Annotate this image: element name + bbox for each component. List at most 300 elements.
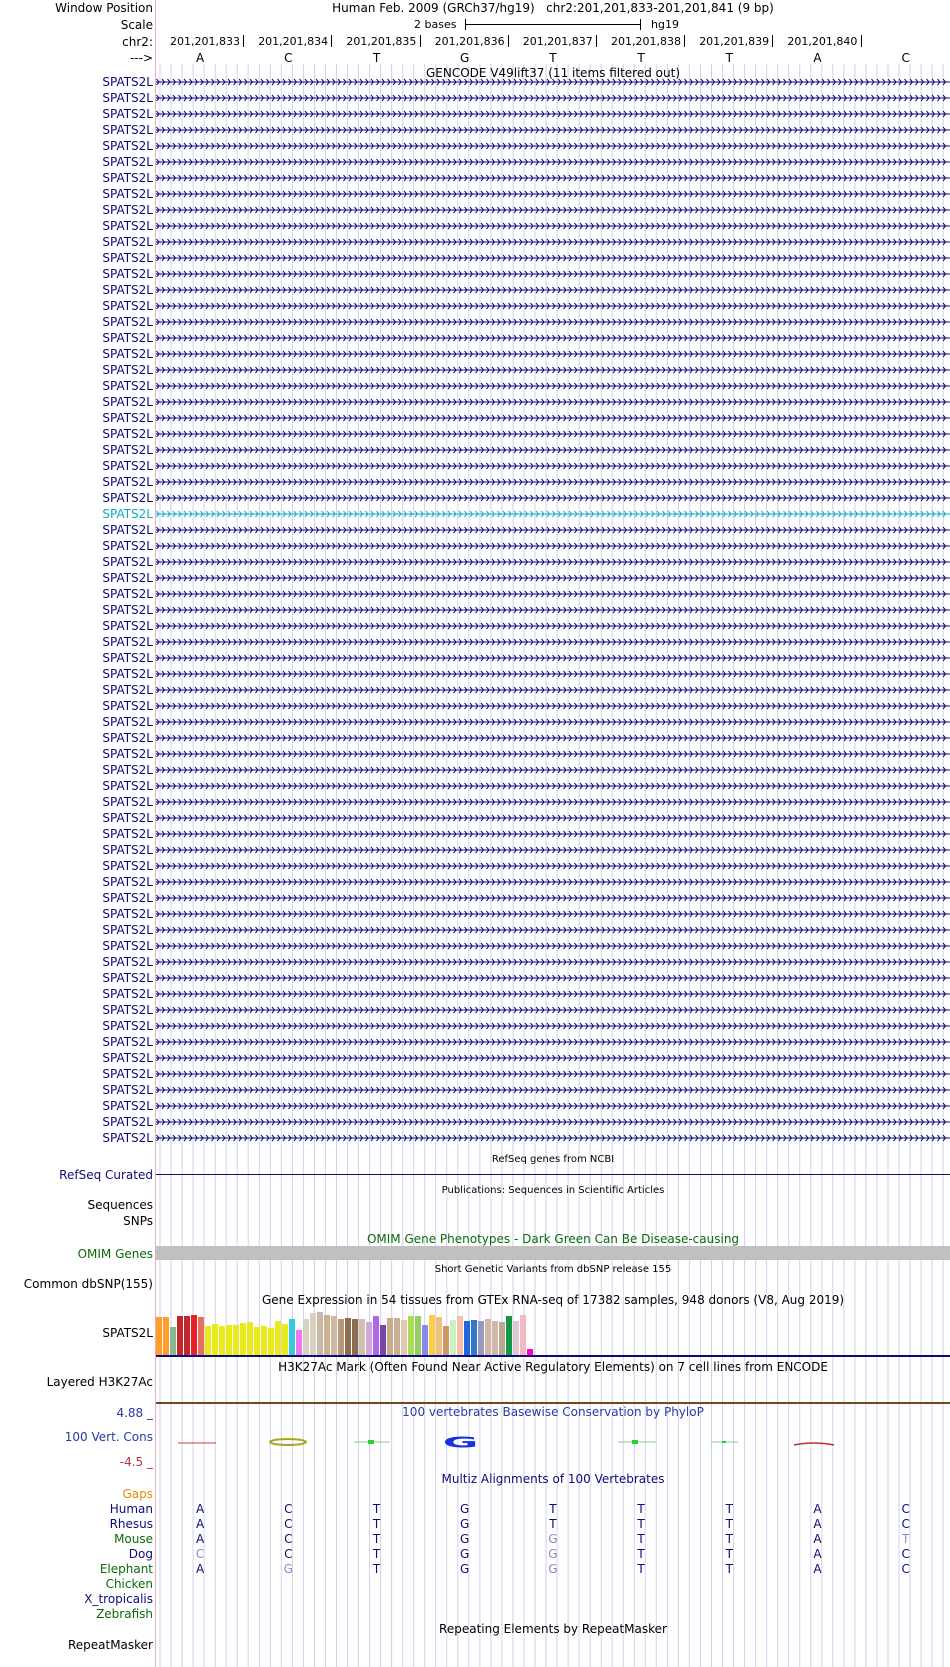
gtex-tissue-bar[interactable] — [191, 1315, 197, 1355]
multiz-base: A — [813, 1502, 822, 1516]
gencode-transcript-label[interactable]: SPATS2L — [102, 795, 153, 809]
gtex-tissue-bar[interactable] — [156, 1317, 162, 1355]
h3k27ac-track-label[interactable]: Layered H3K27Ac — [46, 1375, 153, 1389]
gencode-transcript-line[interactable] — [156, 205, 950, 215]
gencode-transcript-line[interactable] — [156, 1021, 950, 1031]
coordinate-label: 201,201,838 — [611, 35, 681, 48]
gtex-tissue-bar[interactable] — [366, 1322, 372, 1355]
gencode-transcript-label[interactable]: SPATS2L — [102, 171, 153, 185]
gencode-transcript-line[interactable] — [156, 333, 950, 343]
gencode-transcript-label[interactable]: SPATS2L — [102, 955, 153, 969]
gtex-tissue-bar[interactable] — [373, 1316, 379, 1355]
gencode-transcript-line[interactable] — [156, 749, 950, 759]
base-letter: T — [637, 51, 645, 65]
gtex-tissue-bar[interactable] — [205, 1326, 211, 1355]
multiz-base: G — [460, 1547, 470, 1561]
gencode-transcript-line[interactable] — [156, 925, 950, 935]
base-letter: T — [549, 51, 557, 65]
scale-label: Scale — [120, 18, 153, 32]
scale-db: hg19 — [651, 18, 679, 31]
gencode-transcript-line[interactable] — [156, 445, 950, 455]
phylop-mark-8 — [722, 1441, 726, 1443]
gtex-tissue-bar[interactable] — [352, 1319, 358, 1355]
gencode-transcript-label[interactable]: SPATS2L — [102, 107, 153, 121]
multiz-base: C — [284, 1502, 293, 1516]
gtex-tissue-bar[interactable] — [282, 1324, 288, 1355]
gencode-transcript-label[interactable]: SPATS2L — [102, 651, 153, 665]
gencode-transcript-line[interactable] — [156, 141, 950, 151]
gtex-tissue-bar[interactable] — [457, 1316, 463, 1355]
gencode-transcript-label[interactable]: SPATS2L — [102, 555, 153, 569]
gencode-transcript-label[interactable]: SPATS2L — [102, 75, 153, 89]
gtex-tissue-bar[interactable] — [331, 1316, 337, 1355]
gencode-transcript-label[interactable]: SPATS2L — [102, 91, 153, 105]
gencode-transcript-label[interactable]: SPATS2L — [102, 251, 153, 265]
gencode-transcript-label[interactable]: SPATS2L — [102, 1083, 153, 1097]
multiz-base: A — [813, 1547, 822, 1561]
multiz-track-title: Multiz Alignments of 100 Vertebrates — [441, 1472, 665, 1486]
multiz-base: T — [725, 1532, 733, 1546]
multiz-base: C — [284, 1517, 293, 1531]
gtex-tissue-bar[interactable] — [401, 1320, 407, 1355]
gencode-transcript-line[interactable] — [156, 669, 950, 679]
gencode-transcript-label[interactable]: SPATS2L — [102, 203, 153, 217]
gtex-tissue-bar[interactable] — [289, 1319, 295, 1355]
gencode-transcript-label[interactable]: SPATS2L — [102, 1115, 153, 1129]
gencode-transcript-label[interactable]: SPATS2L — [102, 491, 153, 505]
gencode-transcript-line[interactable] — [156, 845, 950, 855]
multiz-base: T — [725, 1562, 733, 1576]
gencode-transcript-label[interactable]: SPATS2L — [102, 155, 153, 169]
gtex-tissue-bar[interactable] — [338, 1319, 344, 1355]
gencode-transcript-line[interactable] — [156, 589, 950, 599]
gencode-transcript-label[interactable]: SPATS2L — [102, 699, 153, 713]
gtex-tissue-bar[interactable] — [233, 1325, 239, 1355]
base-letter: A — [813, 51, 822, 65]
publications-track-title: Publications: Sequences in Scientific Articles — [441, 1185, 665, 1196]
h3k27ac-track-title: H3K27Ac Mark (Often Found Near Active Regulatory Elements) on 7 cell lines from ENCODE — [278, 1360, 828, 1374]
multiz-base: G — [460, 1532, 470, 1546]
gencode-transcript-label[interactable]: SPATS2L — [102, 587, 153, 601]
gencode-transcript-label[interactable]: SPATS2L — [102, 683, 153, 697]
phylop-max-label: 4.88 _ — [116, 1406, 153, 1420]
gencode-transcript-line[interactable] — [156, 189, 950, 199]
gencode-transcript-label[interactable]: SPATS2L — [102, 507, 153, 521]
gtex-tissue-bar[interactable] — [478, 1321, 484, 1355]
multiz-base: T — [549, 1517, 557, 1531]
multiz-base: G — [460, 1517, 470, 1531]
gencode-transcript-line[interactable] — [156, 941, 950, 951]
gencode-transcript-label[interactable]: SPATS2L — [102, 811, 153, 825]
gencode-transcript-line[interactable] — [156, 861, 950, 871]
gencode-transcript-line[interactable] — [156, 109, 950, 119]
gencode-transcript-label[interactable]: SPATS2L — [102, 331, 153, 345]
gtex-tissue-bar[interactable] — [345, 1318, 351, 1355]
gtex-tissue-bar[interactable] — [520, 1315, 526, 1355]
gencode-transcript-label[interactable]: SPATS2L — [102, 299, 153, 313]
gencode-transcript-line[interactable] — [156, 621, 950, 631]
strand-label: ---> — [129, 51, 153, 65]
phylop-mark-9 — [794, 1443, 834, 1445]
chrom-label: chr2: — [122, 35, 153, 49]
coordinate-label: 201,201,833 — [170, 35, 240, 48]
multiz-base: C — [284, 1547, 293, 1561]
gencode-transcript-label[interactable]: SPATS2L — [102, 779, 153, 793]
gencode-transcript-label[interactable]: SPATS2L — [102, 379, 153, 393]
gencode-transcript-line[interactable] — [156, 365, 950, 375]
coordinate-tick — [508, 35, 509, 47]
gtex-tissue-bar[interactable] — [247, 1322, 253, 1355]
gencode-transcript-label[interactable]: SPATS2L — [102, 267, 153, 281]
refseq-gene-line[interactable] — [156, 1174, 950, 1175]
gencode-transcript-label[interactable]: SPATS2L — [102, 603, 153, 617]
multiz-base: G — [283, 1562, 293, 1576]
gencode-transcript-line[interactable] — [156, 509, 950, 519]
gtex-tissue-bar[interactable] — [359, 1319, 365, 1355]
gencode-transcript-label[interactable]: SPATS2L — [102, 523, 153, 537]
gencode-transcript-line[interactable] — [156, 93, 950, 103]
scale-bar-right-tick — [640, 19, 641, 30]
gtex-tissue-bar[interactable] — [387, 1318, 393, 1355]
gencode-transcript-label[interactable]: SPATS2L — [102, 1019, 153, 1033]
dbsnp-track-title: Short Genetic Variants from dbSNP release 155 — [434, 1264, 672, 1275]
multiz-base: T — [372, 1562, 381, 1576]
coordinate-label: 201,201,837 — [522, 35, 593, 48]
gtex-tissue-bar[interactable] — [443, 1326, 449, 1355]
gencode-transcript-label[interactable]: SPATS2L — [102, 139, 153, 153]
gencode-transcript-label[interactable]: SPATS2L — [102, 619, 153, 633]
multiz-base: T — [372, 1517, 381, 1531]
gencode-transcript-label[interactable]: SPATS2L — [102, 571, 153, 585]
gencode-transcript-label[interactable]: SPATS2L — [102, 891, 153, 905]
gtex-tissue-bar[interactable] — [212, 1324, 218, 1355]
multiz-base: A — [195, 1532, 205, 1546]
gtex-tissue-bar[interactable] — [303, 1319, 309, 1355]
coordinate-label: 201,201,834 — [258, 35, 329, 48]
gencode-transcript-label[interactable]: SPATS2L — [102, 1003, 153, 1017]
repeatmasker-track-title: Repeating Elements by RepeatMasker — [439, 1622, 667, 1636]
gtex-tissue-bar[interactable] — [219, 1326, 225, 1355]
gencode-transcript-line[interactable] — [156, 989, 950, 999]
gtex-track-title: Gene Expression in 54 tissues from GTEx RNA-seq of 17382 samples, 948 donors (V8, Aug 2019) — [261, 1293, 845, 1307]
gencode-transcript-line[interactable] — [156, 909, 950, 919]
gtex-tissue-bar[interactable] — [471, 1320, 477, 1355]
phylop-mark-2 — [270, 1439, 306, 1445]
base-letter: G — [460, 51, 470, 65]
gencode-transcript-line[interactable] — [156, 429, 950, 439]
gtex-tissue-bar[interactable] — [450, 1320, 456, 1355]
gencode-transcript-label[interactable]: SPATS2L — [102, 283, 153, 297]
gencode-transcript-line[interactable] — [156, 269, 950, 279]
gtex-tissue-bar[interactable] — [513, 1321, 519, 1355]
repeatmasker-track-label[interactable]: RepeatMasker — [67, 1638, 153, 1652]
gencode-transcript-label[interactable]: SPATS2L — [102, 859, 153, 873]
multiz-base: T — [372, 1547, 381, 1561]
gencode-transcript-label[interactable]: SPATS2L — [102, 731, 153, 745]
gencode-transcript-label[interactable]: SPATS2L — [102, 667, 153, 681]
gtex-tissue-bar[interactable] — [485, 1319, 491, 1355]
gencode-transcript-label[interactable]: SPATS2L — [102, 907, 153, 921]
gencode-track-title: GENCODE V49lift37 (11 items filtered out) — [425, 66, 680, 80]
gencode-transcript-label[interactable]: SPATS2L — [102, 827, 153, 841]
multiz-base: T — [637, 1502, 645, 1516]
gencode-transcript-line[interactable] — [156, 541, 950, 551]
multiz-base: C — [284, 1532, 293, 1546]
gencode-transcript-line[interactable] — [156, 381, 950, 391]
gtex-tissue-bar[interactable] — [275, 1321, 281, 1355]
refseq-track-title: RefSeq genes from NCBI — [491, 1154, 615, 1165]
multiz-base: A — [813, 1562, 822, 1576]
multiz-base: T — [725, 1547, 733, 1561]
multiz-base: G — [548, 1532, 558, 1546]
gencode-transcript-label[interactable]: SPATS2L — [102, 1067, 153, 1081]
multiz-species-label[interactable]: Chicken — [105, 1577, 153, 1591]
gtex-tissue-bar[interactable] — [296, 1330, 302, 1355]
gencode-transcript-label[interactable]: SPATS2L — [102, 1051, 153, 1065]
coordinate-tick — [861, 35, 862, 47]
gtex-tissue-bar[interactable] — [170, 1327, 176, 1355]
gencode-transcript-line[interactable] — [156, 797, 950, 807]
gtex-tissue-bar[interactable] — [240, 1323, 246, 1355]
omim-phenotype-bar[interactable] — [156, 1246, 950, 1260]
multiz-base: C — [901, 1517, 910, 1531]
gencode-transcript-line[interactable] — [156, 525, 950, 535]
gencode-transcript-line[interactable] — [156, 1133, 950, 1143]
base-letter: C — [284, 51, 293, 65]
gtex-tissue-bar[interactable] — [177, 1316, 183, 1355]
multiz-base: C — [901, 1502, 910, 1516]
publications-snps-label[interactable]: SNPs — [123, 1214, 153, 1228]
gencode-transcript-label[interactable]: SPATS2L — [102, 875, 153, 889]
gencode-transcript-line[interactable] — [156, 317, 950, 327]
gtex-tissue-bar[interactable] — [163, 1317, 169, 1355]
gencode-transcript-line[interactable] — [156, 237, 950, 247]
gencode-transcript-label[interactable]: SPATS2L — [102, 315, 153, 329]
gencode-transcript-line[interactable] — [156, 77, 950, 87]
gencode-transcript-label[interactable]: SPATS2L — [102, 411, 153, 425]
gtex-tissue-bar[interactable] — [324, 1315, 330, 1355]
omim-track-label[interactable]: OMIM Genes — [77, 1247, 153, 1261]
gencode-transcript-line[interactable] — [156, 765, 950, 775]
gencode-transcript-line[interactable] — [156, 653, 950, 663]
multiz-base: A — [195, 1562, 205, 1576]
gtex-tissue-bar[interactable] — [408, 1316, 414, 1355]
gtex-tissue-bar[interactable] — [261, 1326, 267, 1355]
gencode-transcript-line[interactable] — [156, 701, 950, 711]
gencode-transcript-line[interactable] — [156, 1117, 950, 1127]
gencode-transcript-line[interactable] — [156, 637, 950, 647]
h3k27ac-signal-line — [156, 1402, 950, 1404]
multiz-base: C — [901, 1562, 910, 1576]
gtex-tissue-bar[interactable] — [310, 1313, 316, 1355]
gtex-tissue-bar[interactable] — [422, 1325, 428, 1355]
gencode-transcript-label[interactable]: SPATS2L — [102, 539, 153, 553]
coordinate-label: 201,201,840 — [787, 35, 858, 48]
coordinate-label: 201,201,835 — [346, 35, 417, 48]
multiz-base: G — [460, 1502, 470, 1516]
gtex-tissue-bar[interactable] — [184, 1316, 190, 1355]
scale-bar-left-tick — [465, 19, 466, 30]
phylop-track-label[interactable]: 100 Vert. Cons — [64, 1430, 153, 1444]
gtex-expression-chart[interactable] — [156, 1307, 528, 1355]
gtex-tissue-bar[interactable] — [380, 1325, 386, 1355]
gencode-transcript-label[interactable]: SPATS2L — [102, 939, 153, 953]
gencode-transcript-label[interactable]: SPATS2L — [102, 971, 153, 985]
multiz-base: T — [549, 1502, 557, 1516]
scale-bar — [465, 24, 641, 25]
multiz-gaps-label[interactable]: Gaps — [122, 1487, 153, 1501]
gencode-transcript-line[interactable] — [156, 1005, 950, 1015]
multiz-species-label[interactable]: X_tropicalis — [84, 1592, 153, 1606]
phylop-conservation-logo[interactable] — [156, 1425, 950, 1455]
gencode-transcript-label[interactable]: SPATS2L — [102, 843, 153, 857]
multiz-base: G — [460, 1562, 470, 1576]
multiz-base: G — [548, 1562, 558, 1576]
publications-sequences-label[interactable]: Sequences — [87, 1198, 153, 1212]
gencode-transcript-label[interactable]: SPATS2L — [102, 123, 153, 137]
multiz-base: C — [901, 1547, 910, 1561]
gencode-transcript-label[interactable]: SPATS2L — [102, 395, 153, 409]
gencode-transcript-label[interactable]: SPATS2L — [102, 235, 153, 249]
multiz-base: A — [195, 1517, 205, 1531]
multiz-base: T — [725, 1517, 733, 1531]
multiz-species-label[interactable]: Elephant — [99, 1562, 153, 1576]
gencode-transcript-label[interactable]: SPATS2L — [102, 219, 153, 233]
gtex-tissue-bar[interactable] — [226, 1325, 232, 1355]
gtex-tissue-bar[interactable] — [317, 1312, 323, 1355]
gtex-tissue-bar[interactable] — [492, 1321, 498, 1355]
gencode-transcript-line[interactable] — [156, 285, 950, 295]
gencode-transcript-label[interactable]: SPATS2L — [102, 715, 153, 729]
omim-track-title: OMIM Gene Phenotypes - Dark Green Can Be Disease-causing — [366, 1232, 740, 1246]
refseq-track-label[interactable]: RefSeq Curated — [59, 1168, 153, 1182]
gencode-transcript-label[interactable]: SPATS2L — [102, 923, 153, 937]
multiz-base: T — [637, 1517, 645, 1531]
base-letter: T — [372, 51, 381, 65]
gencode-transcript-label[interactable]: SPATS2L — [102, 1099, 153, 1113]
multiz-base: T — [372, 1502, 381, 1516]
multiz-base: T — [637, 1562, 645, 1576]
gencode-transcript-line[interactable] — [156, 957, 950, 967]
gencode-transcript-line[interactable] — [156, 349, 950, 359]
gencode-transcript-label[interactable]: SPATS2L — [102, 363, 153, 377]
gencode-transcript-line[interactable] — [156, 1085, 950, 1095]
gtex-tissue-bar[interactable] — [499, 1322, 505, 1355]
gencode-transcript-label[interactable]: SPATS2L — [102, 427, 153, 441]
multiz-base: A — [195, 1502, 205, 1516]
base-letter: T — [725, 51, 733, 65]
phylop-min-label: -4.5 _ — [119, 1455, 153, 1469]
gencode-transcript-label[interactable]: SPATS2L — [102, 475, 153, 489]
coordinate-tick — [684, 35, 685, 47]
gencode-transcript-line[interactable] — [156, 253, 950, 263]
gencode-transcript-line[interactable] — [156, 829, 950, 839]
gencode-transcript-line[interactable] — [156, 221, 950, 231]
multiz-species-label[interactable]: Zebrafish — [96, 1607, 153, 1621]
gtex-track-label[interactable]: SPATS2L — [102, 1326, 153, 1340]
gencode-transcript-line[interactable] — [156, 1037, 950, 1047]
base-letter: C — [901, 51, 910, 65]
phylop-mark-g: G — [442, 1433, 479, 1452]
gencode-transcript-line[interactable] — [156, 781, 950, 791]
multiz-base: T — [725, 1502, 733, 1516]
gencode-transcript-label[interactable]: SPATS2L — [102, 347, 153, 361]
multiz-species-label[interactable]: Human — [109, 1502, 153, 1516]
multiz-species-label[interactable]: Rhesus — [109, 1517, 153, 1531]
gencode-transcript-label[interactable]: SPATS2L — [102, 987, 153, 1001]
multiz-base: T — [637, 1547, 645, 1561]
gtex-tissue-bar[interactable] — [254, 1327, 260, 1355]
gtex-tissue-bar[interactable] — [429, 1315, 435, 1355]
gencode-transcript-line[interactable] — [156, 573, 950, 583]
gtex-tissue-bar[interactable] — [394, 1318, 400, 1355]
gtex-tissue-bar[interactable] — [268, 1328, 274, 1355]
multiz-base: T — [902, 1532, 910, 1546]
assembly-name: Human Feb. 2009 (GRCh37/hg19) — [332, 1, 535, 15]
gencode-transcript-line[interactable] — [156, 301, 950, 311]
gencode-transcript-line[interactable] — [156, 893, 950, 903]
gencode-transcript-label[interactable]: SPATS2L — [102, 635, 153, 649]
multiz-species-label[interactable]: Dog — [128, 1547, 153, 1561]
gencode-transcript-line[interactable] — [156, 973, 950, 983]
gencode-transcript-line[interactable] — [156, 605, 950, 615]
gencode-transcript-line[interactable] — [156, 813, 950, 823]
gtex-tissue-bar[interactable] — [464, 1321, 470, 1355]
gencode-transcript-line[interactable] — [156, 1053, 950, 1063]
dbsnp-track-label[interactable]: Common dbSNP(155) — [23, 1277, 153, 1291]
gencode-transcript-line[interactable] — [156, 717, 950, 727]
coordinate-tick — [331, 35, 332, 47]
phylop-track-title: 100 vertebrates Basewise Conservation by PhyloP — [402, 1405, 704, 1419]
gtex-tissue-bar[interactable] — [415, 1316, 421, 1355]
coordinate-label: 201,201,836 — [434, 35, 505, 48]
gencode-transcript-line[interactable] — [156, 413, 950, 423]
gencode-transcript-line[interactable] — [156, 733, 950, 743]
multiz-base: C — [195, 1547, 205, 1561]
gencode-transcript-label[interactable]: SPATS2L — [102, 459, 153, 473]
gencode-transcript-line[interactable] — [156, 685, 950, 695]
gencode-transcript-line[interactable] — [156, 557, 950, 567]
gencode-transcript-line[interactable] — [156, 477, 950, 487]
coordinate-tick — [420, 35, 421, 47]
multiz-species-label[interactable]: Mouse — [114, 1532, 153, 1546]
coordinate-tick — [772, 35, 773, 47]
gtex-tissue-bar[interactable] — [198, 1317, 204, 1355]
gencode-transcript-label[interactable]: SPATS2L — [102, 763, 153, 777]
phylop-mark-6 — [632, 1440, 638, 1444]
gencode-transcript-line[interactable] — [156, 1101, 950, 1111]
multiz-base: G — [548, 1547, 558, 1561]
gencode-transcript-label[interactable]: SPATS2L — [102, 443, 153, 457]
gencode-transcript-line[interactable] — [156, 397, 950, 407]
gencode-transcript-line[interactable] — [156, 493, 950, 503]
gencode-transcript-line[interactable] — [156, 1069, 950, 1079]
phylop-mark-4 — [368, 1440, 374, 1444]
gencode-transcript-line[interactable] — [156, 173, 950, 183]
gencode-transcript-label[interactable]: SPATS2L — [102, 747, 153, 761]
gtex-gene-line — [156, 1355, 950, 1357]
gencode-transcript-line[interactable] — [156, 157, 950, 167]
window-position-label: Window Position — [55, 1, 153, 15]
gencode-transcript-line[interactable] — [156, 125, 950, 135]
gencode-transcript-label[interactable]: SPATS2L — [102, 187, 153, 201]
gencode-transcript-line[interactable] — [156, 877, 950, 887]
gencode-transcript-label[interactable]: SPATS2L — [102, 1035, 153, 1049]
gencode-transcript-label[interactable]: SPATS2L — [102, 1131, 153, 1145]
gtex-tissue-bar[interactable] — [506, 1316, 512, 1355]
gtex-tissue-bar[interactable] — [436, 1317, 442, 1355]
gencode-transcript-line[interactable] — [156, 461, 950, 471]
